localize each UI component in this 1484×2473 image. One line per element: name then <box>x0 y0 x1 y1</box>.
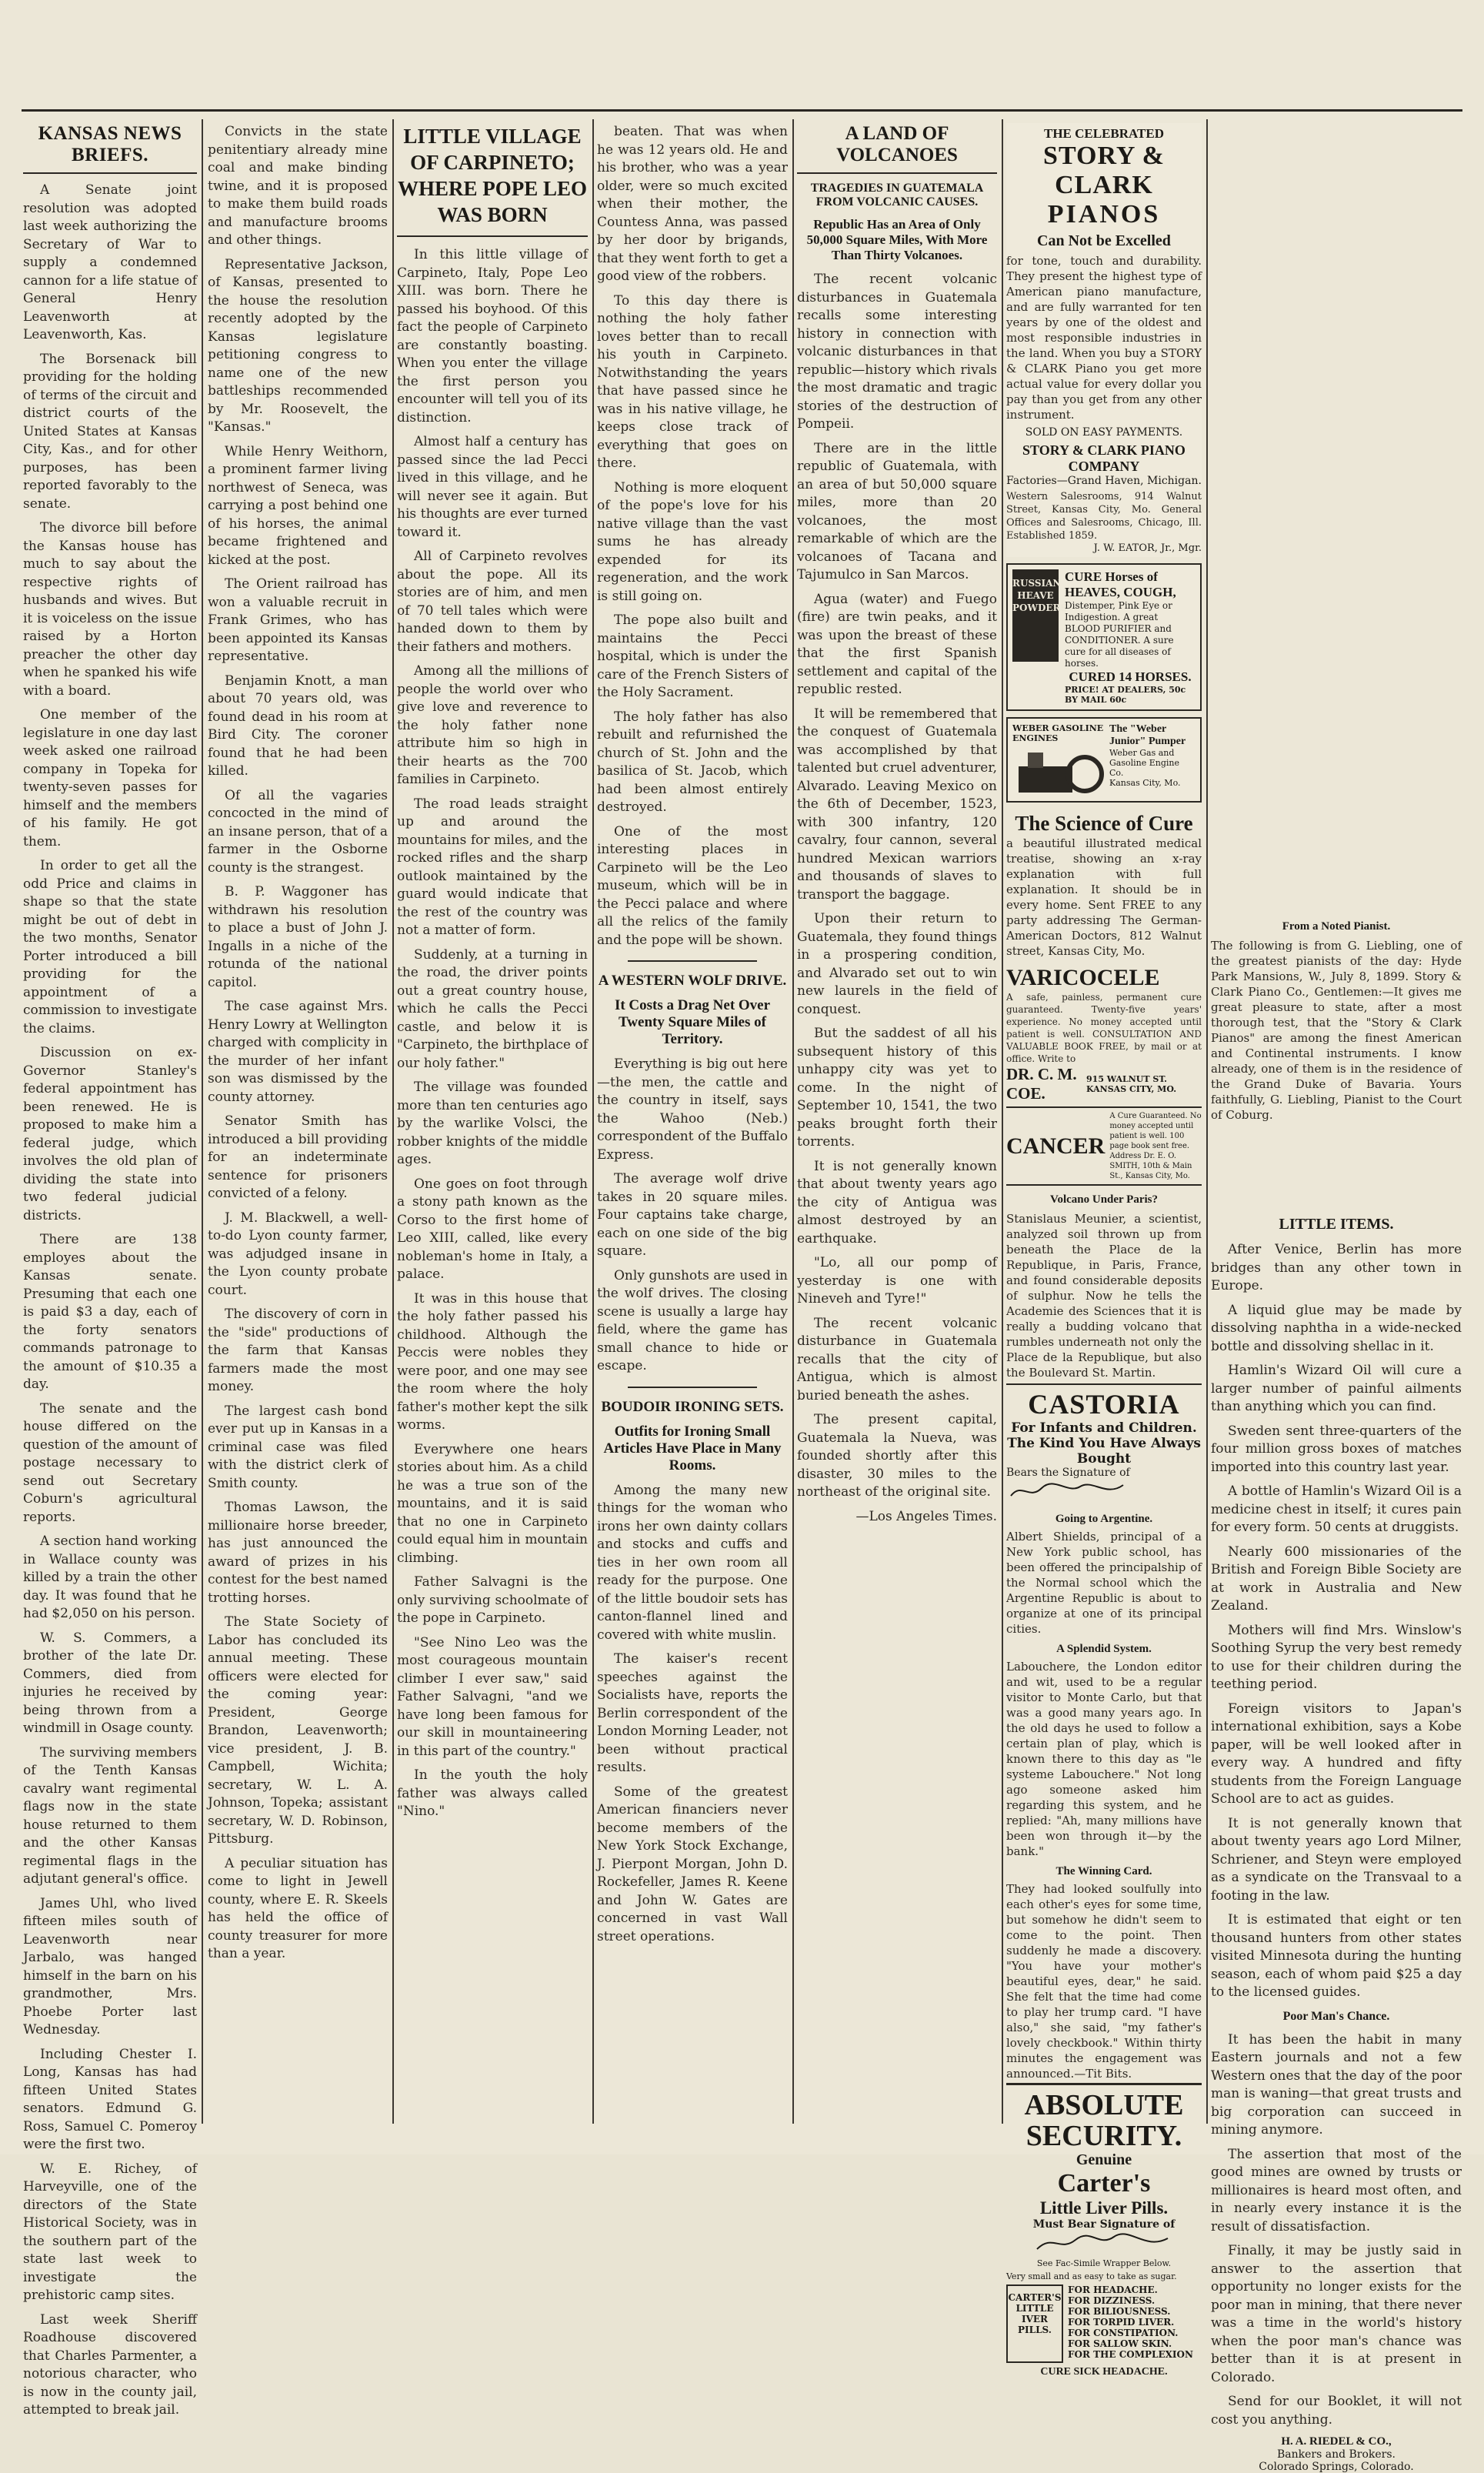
pill-box-icon: CARTER'S LITTLE IVER PILLS. <box>1006 2284 1063 2363</box>
subhead-volcanoes: TRAGEDIES IN GUATEMALA FROM VOLCANIC CAUSES. <box>810 182 984 209</box>
headline-wolf-drive: A WESTERN WOLF DRIVE. <box>598 973 787 989</box>
masthead-rule <box>22 109 1462 112</box>
article-head: Going to Argentine. <box>1055 1513 1153 1525</box>
signature-icon <box>1006 2231 1199 2255</box>
firm-name: H. A. RIEDEL & CO., <box>1281 2435 1392 2448</box>
ad-science-of-cure <box>1006 809 1202 962</box>
article-head: The Winning Card. <box>1055 1865 1152 1877</box>
column-advertisements <box>1006 123 1202 2378</box>
article-paragraph: The average wolf drive takes in 20 square miles. Four captains take charge, each on one side of the big square. <box>597 1171 788 1259</box>
engine-illustration-icon <box>1012 743 1103 799</box>
article-paragraph: But the saddest of all his subsequent history of this unhappy city was yet to come. In the night of September 10, 1541, the two peaks brought forth their torrents. <box>797 1026 997 1150</box>
news-item: There are 138 employes about the Kansas senate. Presuming that each one is paid $3 a day, each of the forty senators commands patronage to the amount of $10.35 a day. <box>23 1232 197 1392</box>
ad-company: Weber Gas and Gasoline Engine Co. <box>1109 748 1180 778</box>
article-paragraph: Agua (water) and Fuego (fire) are twin peaks, and it was upon the breast of these that the first Spanish settlement and capital of the republic rested. <box>797 591 997 697</box>
divider <box>628 1387 757 1388</box>
ad-story-clark <box>1006 123 1202 557</box>
article-paragraph: The road leads straight up and around the mountains for miles, and the rocked rifles and the sharp outlook maintained by the guard would indicate that the rest of the country was not a matter of form. <box>397 796 588 938</box>
ad-title: SECURITY. <box>1025 2120 1182 2152</box>
article-paragraph: Father Salvagni is the only surviving schoolmate of the pope in Carpineto. <box>397 1574 588 1626</box>
news-item: The State Society of Labor has concluded its annual meeting. These officers were elected for the coming year: President, George Brandon, Leavenworth; vice president, J. B. Campbell, Wichita; secretary, W. L. A. Johnson, Topeka; assistant secretary, W. D. Robinson, Pittsburg. <box>208 1614 388 1847</box>
news-item: The Borsenack bill providing for the holding of terms of the circuit and district courts of the United States at Kansas City, Kas., and for other purposes, has been reported favorably to the senate. <box>23 351 197 512</box>
column-little-items <box>1211 1216 1462 2473</box>
article-paragraph: Suddenly, at a turning in the road, the driver points out a great country house, which he calls the Pecci castle, and below it is "Carpineto, the birthplace of our holy father." <box>397 946 588 1071</box>
ad-cancer <box>1006 1106 1202 1186</box>
column-rule <box>792 119 794 2124</box>
ad-body: for tone, touch and durability. They present the highest type of American piano manufacture, and are fully warranted for ten years by one of the oldest and most responsible industries in the land. When you buy a STORY & CLARK Piano you get more actual value for every dollar you pay than you get from any other instrument. <box>1006 254 1202 422</box>
news-item: The largest cash bond ever put up in Kansas in a criminal case was filed with the district clerk of Smith county. <box>208 1403 388 1491</box>
ad-body: A safe, painless, permanent cure guaranteed. Twenty-five years' experience. No money accepted until patient is well. CONSULTATION AND VALUABLE BOOK FREE, by mail or at office. Write to <box>1006 992 1202 1064</box>
article-paragraph: The pope also built and maintains the Pecci hospital, which is under the care of the French Sisters of the Holy Sacrament. <box>597 612 788 700</box>
ad-weber-engines <box>1006 717 1202 803</box>
article-head: Volcano Under Paris? <box>1049 1193 1158 1206</box>
poor-mans-chance-body <box>1211 2031 1462 2430</box>
column-volcanoes <box>797 123 997 2124</box>
ad-use: FOR CONSTIPATION. <box>1068 2328 1179 2338</box>
attribution: —Los Angeles Times. <box>855 1508 997 1524</box>
article-paragraph: The present capital, Guatemala la Nueva, was founded shortly after this disaster, 30 miles to the northeast of the original site. <box>797 1412 997 1500</box>
news-item: Hamlin's Wizard Oil will cure a larger number of painful ailments than anything which you can find. <box>1211 1363 1462 1414</box>
carpineto-body <box>397 246 588 1821</box>
news-item: The Orient railroad has won a valuable recruit in Frank Grimes, who has been appointed its Kansas representative. <box>208 576 388 664</box>
news-item: Foreign visitors to Japan's international exhibition, says a Kobe paper, will be well looked after in every way. A hundred and fifty students from the Foreign Language School are to act as guides. <box>1211 1700 1462 1807</box>
article-paragraph: The assertion that most of the good mines are owned by trusts or millionaires is heard most often, and in nearly every instance it is the result of dissatisfaction. <box>1211 2146 1462 2234</box>
article-paragraph: Almost half a century has passed since the lad Pecci lived in this village, and he will never see it again. But his thoughts are ever turned toward it. <box>397 434 588 540</box>
subhead-boudoir: Outfits for Ironing Small Articles Have Place in Many Rooms. <box>603 1423 782 1473</box>
ad-brand: Carter's <box>1057 2169 1151 2198</box>
ad-use: FOR TORPID LIVER. <box>1068 2317 1175 2328</box>
news-item: The divorce bill before the Kansas house has much to say about the respective rights of husbands and wives. But it is voiceless on the issue raised by a Horton preacher the other day when he spanked his wife with a board. <box>23 520 197 699</box>
news-item: One member of the legislature in one day last week asked one railroad company in Topeka for twenty-seven passes for himself and the members of his family. He got them. <box>23 707 197 849</box>
ad-use: FOR DIZZINESS. <box>1068 2295 1156 2306</box>
article-body: Albert Shields, principal of a New York public school, has been offered the principalship of the Normal school which the Argentine Republic is about to organize at one of its principal cities. <box>1006 1530 1202 1636</box>
ad-highlight: CURED 14 HORSES. <box>1069 669 1192 684</box>
ad-factories: Factories—Grand Haven, Michigan. <box>1006 475 1202 487</box>
news-item: While Henry Weithorn, a prominent farmer living northwest of Seneca, was carrying a post behind one of his horses, the animal became frightened and kicked at the post. <box>208 443 388 568</box>
article-paragraph: Everywhere one hears stories about him. As a child he was a true son of the mountains, and it is said that no one in Carpineto could equal him in mountain climbing. <box>397 1441 588 1566</box>
ad-use: FOR HEADACHE. <box>1068 2284 1158 2295</box>
news-item: A bottle of Hamlin's Wizard Oil is a medicine chest in itself; it cures pain for every form. 50 cents at druggists. <box>1211 1483 1462 1535</box>
news-item: Discussion on ex-Governor Stanley's federal appointment has been renewed. He is proposed to make him a federal judge, which involves the old plan of dividing the state into two federal judicial districts. <box>23 1045 197 1223</box>
ad-subtitle: The Kind You Have Always Bought <box>1007 1436 1201 1467</box>
article-paragraph: Only gunshots are used in the wolf drives. The closing scene is usually a large hay field, where the game has small chance to hide or escape. <box>597 1267 788 1373</box>
ad-use: FOR THE COMPLEXION <box>1068 2349 1193 2360</box>
ad-body: A Cure Guaranteed. No money accepted until patient is well. 100 page book sent free. Address Dr. E. O. SMITH, 10th & Main St., Kansas City, Mo. <box>1109 1112 1202 1180</box>
ad-salesrooms: Western Salesrooms, 914 Walnut Street, Kansas City, Mo. General Offices and Salesrooms, Chicago, Ill. Established 1859. <box>1006 491 1202 542</box>
news-item: James Uhl, who lived fifteen miles south of Leavenworth near Jarbalo, was hanged himself in the barn on his grandmother, Mrs. Phoebe Porter last Wednesday. <box>23 1895 197 2037</box>
news-item: Benjamin Knott, a man about 70 years old, was found dead in his room at Bird City. The coroner found that he had been killed. <box>208 672 388 779</box>
article-head: A Splendid System. <box>1056 1643 1152 1655</box>
news-item: After Venice, Berlin has more bridges than any other town in Europe. <box>1211 1242 1462 1293</box>
ad-doctor: DR. C. M. COE. <box>1006 1065 1077 1103</box>
heave-powders-box-icon: RUSSIAN HEAVE POWDERS <box>1012 569 1059 662</box>
article-paragraph: Everything is big out here—the men, the cattle and the country in itself, says the Wahoo (Neb.) correspondent of the Buffalo Express. <box>597 1056 788 1163</box>
news-item: The case against Mrs. Henry Lowry at Wellington charged with complicity in the murder of her infant son was dismissed by the county attorney. <box>208 999 388 1105</box>
article-splendid-system <box>1006 1638 1202 1861</box>
ad-company: STORY & CLARK PIANO COMPANY <box>1022 442 1186 474</box>
news-item: It is estimated that eight or ten thousand hunters from other states visited Minnesota during the hunting season, each of whom paid $25 a day to the licensed guides. <box>1211 1912 1462 2000</box>
article-body: Stanislaus Meunier, a scientist, analyzed soil thrown up from beneath the Place de la Republique, in Paris, France, and found considerable deposits of sulphur. Now he tells the Academie des Sciences that it is really a budding volcano that rumbles underneath not only the Place de la Republique, but also the Boulevard St. Martin. <box>1006 1212 1202 1380</box>
news-item: It is not generally known that about twenty years ago Lord Milner, Schriener, and Steyn were employed as a syndicate on the Transvaal to a footing in the law. <box>1211 1815 1462 1904</box>
kansas-news-body <box>23 182 197 2420</box>
ad-note: Very small and as easy to take as sugar. <box>1006 2271 1177 2281</box>
ad-headline: CURE Horses of HEAVES, COUGH, <box>1065 569 1176 599</box>
column-rule <box>592 119 594 2124</box>
news-item: W. S. Commers, a brother of the late Dr. Commers, died from injuries he received by being thrown from a windmill in Osage county. <box>23 1630 197 1736</box>
firm-location: Colorado Springs, Colorado. <box>1259 2461 1414 2473</box>
news-item: Convicts in the state penitentiary already mine coal and make binding twine, and it is proposed to make them build roads and manufacture brooms and other things. <box>208 124 388 248</box>
article-paragraph: "See Nino Leo was the most courageous mountain climber I ever saw," said Father Salvagni, "and we have long been famous for our skill in mountaineering in this part of the country." <box>397 1634 588 1759</box>
ad-varicocele <box>1006 962 1202 1106</box>
column-kansas-news-1 <box>23 123 197 2418</box>
article-body: Labouchere, the London editor and wit, used to be a regular visitor to Monte Carlo, but that was a good many years ago. In the old days he used to follow a certain plan of play, which is known there to this day as "le systeme Labouchere." Not long ago someone asked him regarding this system, and he replied: "Ah, many millions have been won through it—by the bank." <box>1006 1660 1202 1858</box>
article-paragraph: It has been the habit in many Eastern journals and not a few Western ones that the day of the poor man is waning—that great trusts and big corporation can succeed in mining anymore. <box>1211 2031 1462 2138</box>
article-paragraph: It will be remembered that the conquest of Guatemala was accomplished by that talented but cruel adventurer, Alvarado. Leaving Mexico on the 6th of December, 1523, with 300 infantry, 120 cavalry, four cannon, several hundred Mexican warriors and thousands of slaves to transport the baggage. <box>797 706 997 903</box>
ad-uses-list <box>1068 2284 1193 2363</box>
divider <box>628 960 757 962</box>
wolf-drive-body <box>597 1056 788 1376</box>
ad-title: CASTORIA <box>1028 1389 1180 1420</box>
signature-icon <box>1006 1479 1129 1502</box>
article-paragraph: To this day there is nothing the holy father loves better than to recall his youth in Carpineto. Notwithstanding the years that have passed since he was in his native village, he keeps close track of everything that goes on there. <box>597 292 788 471</box>
ad-use: FOR SALLOW SKIN. <box>1068 2338 1172 2349</box>
article-paragraph: Send for our Booklet, it will not cost you anything. <box>1211 2394 1462 2428</box>
column-rule <box>392 119 394 2124</box>
ad-price: PRICE! AT DEALERS, 50c BY MAIL 60c <box>1065 685 1186 705</box>
article-body: They had looked soulfully into each other's eyes for some time, but somehow he didn't seem to come to the point. Then suddenly he made a discovery. "You have your mother's beautiful eyes, dear," he said. She felt that the time had come to play her trump card. "I have also," she said, "my father's lovely checkbook." Within thirty minutes the engagement was announced.—Tit Bits. <box>1006 1882 1202 2081</box>
ad-kicker: THE CELEBRATED <box>1043 126 1165 141</box>
column-rule <box>1002 119 1003 2124</box>
ad-city: Kansas City, Mo. <box>1109 778 1181 788</box>
article-paragraph: It is not generally known that about twenty years ago the city of Antigua was almost destroyed by an earthquake. <box>797 1158 997 1247</box>
news-item: The senate and the house differed on the question of the amount of postage necessary to send out Secretary Coburn's agricultural reports. <box>23 1400 197 1525</box>
article-paragraph: Among the many new things for the woman who irons her own dainty collars and stocks and cuffs and ties in her own room all ready for the purpose. One of the little boudoir sets has canton-flannel lined and covered with white muslin. <box>597 1482 788 1643</box>
firm-desc: Bankers and Brokers. <box>1276 2448 1396 2461</box>
news-item: Representative Jackson, of Kansas, presented to the house the resolution recently adopted by the Kansas legislature petitioning congress to name one of the new battleships recommended by Mr. Roosevelt, the "Kansas." <box>208 256 388 435</box>
ad-subtitle: For Infants and Children. <box>1011 1420 1197 1436</box>
column-carpineto-cont <box>597 123 788 2124</box>
article-paragraph: All of Carpineto revolves about the pope. All its stories are of him, and men of 70 tell tales which were handed down to them by their fathers and mothers. <box>397 549 588 655</box>
news-item: Nearly 600 missionaries of the British and Foreign Bible Society are at work in Australia and New Zealand. <box>1211 1544 1462 1614</box>
ad-title: WEBER GASOLINE ENGINES <box>1012 723 1104 743</box>
article-paragraph: Finally, it may be justly said in answer to the assertion that opportunity no longer exists for the poor man in mining, that there never was a time in the world's history when the poor man's chance was better than it is at present in Colorado. <box>1211 2243 1462 2385</box>
article-paragraph: In this little village of Carpineto, Italy, Pope Leo XIII. was born. There he passed his boyhood. Of this fact the people of Carpineto are constantly boasting. When you enter the village the first person you encounter will tell you of its distinction. <box>397 247 588 426</box>
ad-title: CANCER <box>1006 1133 1105 1159</box>
news-item: Including Chester I. Long, Kansas has had fifteen United States senators. Edmund G. Ross, Samuel C. Pomeroy were the first two. <box>23 2046 197 2152</box>
kansas-news-body-2 <box>208 123 388 1964</box>
ad-genuine: Genuine <box>1075 2151 1132 2168</box>
ad-signature-label: Bears the Signature of <box>1006 1467 1130 1479</box>
news-item: In order to get all the odd Price and claims in shape so that the state might be out of debt in the two months, Senator Porter introduced a bill providing for the appointment of a commission to investigate the claims. <box>23 858 197 1036</box>
news-item: Of all the vagaries concocted in the mind of an insane person, that of a farmer in the Osborne county is the strangest. <box>208 787 388 876</box>
column-pianist-testimonial <box>1211 123 1462 1208</box>
ad-title: The Science of Cure <box>1015 812 1193 835</box>
ad-title: PIANOS <box>1047 200 1161 229</box>
column-carpineto <box>397 123 588 2124</box>
article-paragraph: The kaiser's recent speeches against the Socialists have, reports the Berlin correspondent of the London Morning Leader, not been without practical results. <box>597 1651 788 1775</box>
ad-manager: J. W. EATOR, Jr., Mgr. <box>1093 542 1202 554</box>
article-paragraph: Nothing is more eloquent of the pope's love for his native village than the vast sums he has already expended for its regeneration, and the work is still going on. <box>597 479 788 604</box>
ad-title: ABSOLUTE <box>1024 2089 1184 2121</box>
ad-carters-pills <box>1006 2083 1202 2378</box>
ad-title: STORY & CLARK <box>1043 142 1165 199</box>
ad-terms: SOLD ON EASY PAYMENTS. <box>1025 426 1183 439</box>
news-item: The discovery of corn in the "side" productions of the farm that Kansas farmers made the most money. <box>208 1307 388 1394</box>
news-item: Last week Sheriff Roadhouse discovered that Charles Parmenter, a notorious character, who is now in the county jail, attempted to break jail. <box>23 2311 197 2418</box>
news-item: Sweden sent three-quarters of the four million gross boxes of matches imported into this country last year. <box>1211 1423 1462 1475</box>
news-item: Senator Smith has introduced a bill providing for an indeterminate sentence for prisoners convicted of a felony. <box>208 1113 388 1201</box>
article-argentine <box>1006 1508 1202 1638</box>
news-item: A section hand working in Wallace county was killed by a train the other day. It was found that he had $2,050 on his person. <box>23 1534 197 1621</box>
news-item: A liquid glue may be made by dissolving naphtha in a wide-necked bottle and dissolving shellac in it. <box>1211 1302 1462 1354</box>
ad-heave-powders <box>1006 563 1202 711</box>
article-paragraph: The holy father has also rebuilt and refurnished the church of St. John and the basilica of St. Jacob, which had been almost entirely destroyed. <box>597 709 788 815</box>
subhead-volcanoes-2: Republic Has an Area of Only 50,000 Square Miles, With More Than Thirty Volcanoes. <box>806 217 988 262</box>
article-paragraph: The village was founded more than ten centuries ago by the warlike Volsci, the robber knights of the middle ages. <box>397 1080 588 1167</box>
ad-use: FOR BILIOUSNESS. <box>1068 2306 1171 2317</box>
boudoir-body <box>597 1482 788 1947</box>
ad-footer: CURE SICK HEADACHE. <box>1040 2366 1168 2378</box>
article-paragraph: One goes on foot through a stony path known as the Corso to the first home of Leo XIII, called, like every nobleman's home in Italy, a palace. <box>397 1176 588 1282</box>
ad-body: a beautiful illustrated medical treatise, showing an x-ray explanation with full explanation. It should be in every home. Sent FREE to any party addressing The German-American Doctors, 812 Walnut street, Kansas City, Mo. <box>1006 836 1202 958</box>
little-items-body <box>1211 1241 1462 2002</box>
article-paragraph: Some of the greatest American financiers never become members of the New York Stock Exchange, J. Pierpont Morgan, John D. Rockefeller, James R. Keene and John W. Gates are concerned in vast Wall street operations. <box>597 1784 788 1944</box>
news-item: W. E. Richey, of Harveyville, one of the directors of the State Historical Society, was in the southern part of the state last week to investigate the prehistoric camp sites. <box>23 2161 197 2303</box>
ad-tagline: Can Not be Excelled <box>1037 232 1171 249</box>
headline-little-items: LITTLE ITEMS. <box>1279 1216 1394 1233</box>
ad-castoria <box>1006 1383 1202 1508</box>
headline-kansas-news: KANSAS NEWS BRIEFS. <box>23 123 197 174</box>
article-paragraph: It was in this house that the holy father passed his childhood. Although the Peccis were nobles they were poor, and one may see the room where the holy father's mother kept the silk worms. <box>397 1290 588 1433</box>
article-paragraph: Upon their return to Guatemala, they found things in a prospering condition, and Alvarado set out to win new laurels in the field of conquest. <box>797 911 997 1017</box>
carpineto-body-cont <box>597 123 788 949</box>
subhead-wolf-drive: It Costs a Drag Net Over Twenty Square Miles of Territory. <box>614 997 771 1047</box>
ad-body: Distemper, Pink Eye or Indigestion. A great BLOOD PURIFIER and CONDITIONER. A sure cure for all diseases of horses. <box>1065 600 1174 669</box>
ad-signature-label: Must Bear Signature of <box>1032 2218 1176 2231</box>
article-paragraph: The recent volcanic disturbance in Guatemala recalls that the city of Antigua, which is almost buried beneath the ashes. <box>797 1315 997 1403</box>
headline-carpineto: LITTLE VILLAGE OF CARPINETO; WHERE POPE LEO WAS BORN <box>397 123 588 237</box>
ad-space-spill <box>1211 123 1462 916</box>
article-volcano-under-paris <box>1006 1186 1202 1383</box>
ad-brand: Little Liver Pills. <box>1039 2198 1169 2218</box>
ad-facsimile-note: See Fac-Simile Wrapper Below. <box>1036 2258 1172 2268</box>
volcanoes-body <box>797 271 997 1526</box>
ad-address: 915 WALNUT ST. KANSAS CITY, MO. <box>1086 1074 1177 1094</box>
news-item: Thomas Lawson, the millionaire horse breeder, has just announced the award of prizes in his contest for the best named trotting horses. <box>208 1500 388 1606</box>
article-body: The following is from G. Liebling, one of the greatest pianists of the day: Hyde Park Mansions, W., July 8, 1899. Story & Clark Piano Co., Gentlemen:—It gives me great pleasure to state, after a most thorough test, that the "Story & Clark Pianos" are among the finest American and Continental instruments. I know already, one of them is in the residence of the Grand Duke of Bavaria. Yours faithfully, G. Liebling, Pianist to the Court of Coburg. <box>1211 939 1462 1122</box>
article-paragraph: There are in the little republic of Guatemala, with an area of but 50,000 square miles, more than 20 volcanoes, the most remarkable of which are the volcanoes of Tacana and Tajumulco in San Marcos. <box>797 440 997 582</box>
news-item: A Senate joint resolution was adopted last week authorizing the Secretary of War to supply a condemned cannon for a life statue of General Henry Leavenworth at Leavenworth, Kas. <box>23 182 197 342</box>
article-paragraph: "Lo, all our pomp of yesterday is one with Nineveh and Tyre!" <box>797 1255 997 1307</box>
headline-volcanoes: A LAND OF VOLCANOES <box>797 123 997 174</box>
column-rule <box>202 119 203 2124</box>
article-paragraph: In the youth the holy father was always called "Nino." <box>397 1767 588 1819</box>
column-kansas-news-2 <box>208 123 388 2124</box>
news-item: Mothers will find Mrs. Winslow's Soothing Syrup the very best remedy to use for their children during the teething period. <box>1211 1622 1462 1692</box>
article-paragraph: Among all the millions of people the world over who give love and reverence to the holy father none attribute him so high in their hearts as the 700 families in Carpineto. <box>397 663 588 787</box>
news-item: The surviving members of the Tenth Kansas cavalry want regimental flags now in the state house returned to them and the other Kansas regimental flags in the adjutant general's office. <box>23 1744 197 1887</box>
news-item: B. P. Waggoner has withdrawn his resolution to place a bust of John J. Ingalls in a niche of the rotunda of the national capitol. <box>208 884 388 990</box>
headline-poor-mans-chance: Poor Man's Chance. <box>1282 2009 1390 2023</box>
news-item: J. M. Blackwell, a well-to-do Lyon county farmer, was adjudged insane in the Lyon county probate court. <box>208 1210 388 1298</box>
article-head: From a Noted Pianist. <box>1282 920 1391 933</box>
article-paragraph: One of the most interesting places in Carpineto will be the Leo museum, which will be in the Pecci palace and where all the relics of the family and the pope will be shown. <box>597 823 788 948</box>
ad-title: The "Weber Junior" Pumper <box>1109 723 1186 747</box>
headline-boudoir: BOUDOIR IRONING SETS. <box>601 1398 784 1415</box>
news-item: A peculiar situation has come to light in Jewell county, where E. R. Skeels has held the office of county treasurer for more than a year. <box>208 1855 388 1961</box>
article-winning-card <box>1006 1861 1202 2083</box>
ad-title: VARICOCELE <box>1006 965 1160 990</box>
column-rule <box>1206 119 1208 2124</box>
article-paragraph: beaten. That was when he was 12 years old. He and his brother, who was a year older, were so much excited when their mother, the Countess Anna, was passed by her door by brigands, that they went forth to get a good view of the robbers. <box>597 124 788 284</box>
article-paragraph: The recent volcanic disturbances in Guatemala recalls some interesting history in connection with volcanic disturbances in that republic—history which rivals the most dramatic and tragic stories of the destruction of Pompeii. <box>797 272 997 432</box>
